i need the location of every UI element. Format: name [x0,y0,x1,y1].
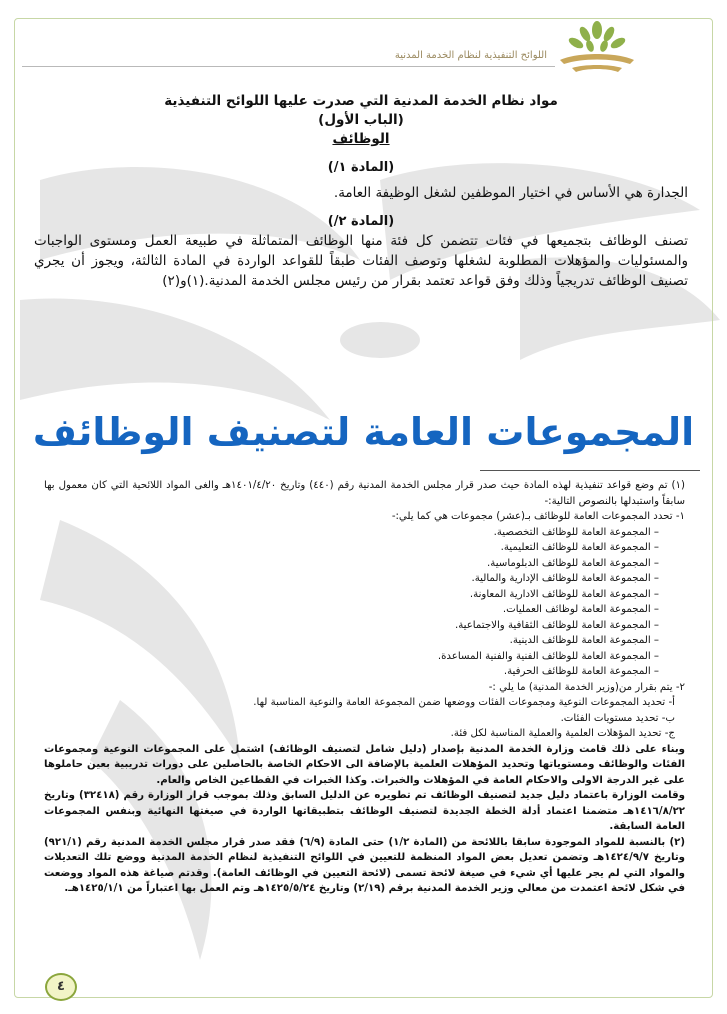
new-guide-paragraph: وقامت الوزارة باعتماد دليل جديد لتصنيف الوظائف تم تطويره عن الدليل السابق وذلك بموجب قرار الوزارة رقم (٣٢٤١٨) وتاريخ ١٤١٦/٨/٢٢هـ متضمنا اعتماد أدلة الخطة الجديدة لتصنيف الوظائف بتطبيقاتها الواردة في صيغتها النهائية وبنفس المجموعات العامة السابقة. [44,790,686,832]
sub-item-b: ب- تحديد مستويات الفئات. [560,712,675,724]
page-title: مواد نظام الخدمة المدنية التي صدرت عليها اللوائح التنفيذية [164,93,558,109]
sub-item-c: ج- تحديد المؤهلات العلمية والعملية المناسبة لكل فئة. [450,728,675,739]
chapter-name-text: الوظائف [332,131,390,147]
page-number: ٤ [45,973,77,1001]
article1-heading: (المادة ١/) [327,160,395,175]
chapter-name [30,130,692,149]
section-banner: المجموعات العامة لتصنيف الوظائف [32,410,695,454]
chapter-heading: (الباب الأول) [318,112,404,128]
list-item: – المجموعة العامة لوظائف العمليات. [44,602,659,618]
list-item: – المجموعة العامة للوظائف التخصصية. [44,525,659,541]
footnote-separator [480,470,700,471]
sub-item-a: أ- تحديد المجموعات النوعية ومجموعات الفئات ووضعها ضمن المجموعة العامة والنوعية المناسبة لها. [253,697,675,708]
running-header: اللوائح التنفيذية لنظام الخدمة المدنية [394,50,547,61]
main-content [30,92,692,291]
list-item: – المجموعة العامة للوظائف الحرفية. [44,664,659,680]
list-item: – المجموعة العامة للوظائف التعليمية. [44,540,659,556]
list-item: – المجموعة العامة للوظائف الفنية والفنية المساعدة. [44,649,659,665]
list-item: – المجموعة العامة للوظائف الادارية المعاونة. [44,587,659,603]
list-item: – المجموعة العامة للوظائف الدينية. [44,633,659,649]
article1-text: الجدارة هي الأساس في اختيار الموظفين لشغل الوظيفة العامة. [333,185,688,201]
groups-list [44,525,685,680]
list-item: – المجموعة العامة للوظائف الإدارية والمالية. [44,571,659,587]
item-2-intro: ٢- يتم بقرار من(وزير الخدمة المدنية) ما يلي :- [488,681,685,693]
article2-text: تصنف الوظائف بتجميعها في فئات تتضمن كل فئة منها الوظائف المتماثلة في طبيعة العمل ومستوى الواجبات والمسئوليات والمؤهلات المطلوبة لشغلها وتوصف الفئات طبقاً للقواعد الواردة في المادة الثالثة، ويجوز أن يجري تصنيف الوظائف تدريجياً وذلك وفق قواعد تعتمد بقرار من رئيس مجلس الخدمة المدنية.(١)و(٢) [34,233,688,289]
article2-heading: (المادة ٢/) [327,214,395,229]
header-rule [22,66,555,67]
civil-service-logo [552,18,642,80]
ministry-paragraph: وبناء على ذلك قامت وزارة الخدمة المدنية بإصدار (دليل شامل لتصنيف الوظائف) اشتمل على المجموعات النوعية ومجموعات الفئات والوظائف ومستوياتها وتحديد المؤهلات العلمية بالإضافة الى الاحكام الخاصة بالحاصلين على دورات تدريبية بعين حاملوها على غير الدرجة الاولى والاحكام العامة في المؤهلات والخبرات. وكذا الخبرات في القطاعين الخاص والعام. [44,743,685,786]
list-item: – المجموعة العامة للوظائف الثقافية والاجتماعية. [44,618,659,634]
list-item: – المجموعة العامة للوظائف الدبلوماسية. [44,556,659,572]
footnotes [44,478,685,897]
footnote-2: (٢) بالنسبة للمواد الموجودة سابقا باللائحة من (المادة ١/٢) حتى المادة (٦/٩) فقد صدر قرار مجلس الخدمة المدنية رقم (٩٢١/١) وتاريخ ١٤٢٤/٩/٧هـ وتضمن تعديل بعض المواد المنظمة للتعيين في اللوائح التنفيذية لنظام الخدمة المدنية ووضع تلك التعديلات والمواد التي لم يجر عليها أي شيء في صيغة لائحة تسمى (لائحة التعيين في الوظائف العامة). وقدتم صياغة هذه المواد ووضعت في شكل لائحة اعتمدت من معالي وزير الخدمة المدنية برقم (٢/١٩) وتاريخ ١٤٢٥/٥/٢٤هـ وتم العمل بها اعتباراً من ١٤٢٥/١/١هـ. [44,836,685,894]
footnote-1-intro: (١) تم وضع قواعد تنفيذية لهذه المادة حيث صدر قرار مجلس الخدمة المدنية رقم (٤٤٠) وتاريخ ١٤٠١/٤/٢٠هـ والغى المواد اللائحية التي كان معمول بها سابقاً واستبدلها بالنصوص التالية:- [44,480,685,507]
item-1-intro: ١- تحدد المجموعات العامة للوظائف بـ(عشر) مجموعات هي كما يلي:- [391,511,685,522]
